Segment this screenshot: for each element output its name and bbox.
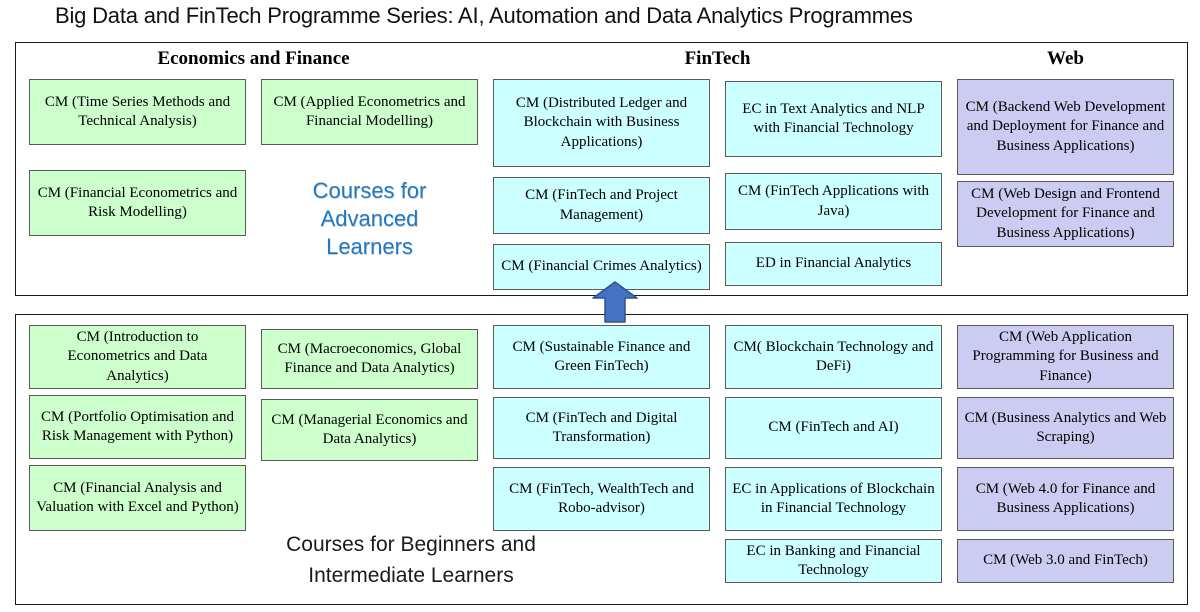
course-box: CM (FinTech Applications with Java): [725, 173, 942, 230]
course-box: ED in Financial Analytics: [725, 242, 942, 286]
advanced-web-column: [957, 79, 1174, 290]
course-box: EC in Text Analytics and NLP with Financial Technology: [725, 81, 942, 157]
course-box: CM (Distributed Ledger and Blockchain with Business Applications): [493, 79, 710, 167]
course-box: CM (Web 4.0 for Finance and Business Applications): [957, 467, 1174, 531]
beginner-learners-label: Courses for Beginners and Intermediate Learners: [286, 533, 536, 587]
course-box: CM (Time Series Methods and Technical Analysis): [29, 79, 246, 145]
advanced-learners-label: Courses for Advanced Learners: [312, 178, 427, 259]
column-header-fintech: FinTech: [684, 48, 751, 69]
course-box: CM( Blockchain Technology and DeFi): [725, 325, 942, 389]
course-box: CM (Business Analytics and Web Scraping): [957, 397, 1174, 459]
course-box: CM (Applied Econometrics and Financial Modelling): [261, 79, 478, 145]
course-box: CM (Financial Econometrics and Risk Modelling): [29, 170, 246, 236]
up-arrow-icon: [592, 281, 638, 323]
course-box: CM (Sustainable Finance and Green FinTech): [493, 325, 710, 389]
course-box: CM (FinTech and AI): [725, 397, 942, 459]
column-header-economics-finance: Economics and Finance: [157, 48, 350, 69]
course-box: EC in Applications of Blockchain in Financial Technology: [725, 467, 942, 531]
course-box: CM (Macroeconomics, Global Finance and Data Analytics): [261, 329, 478, 389]
course-box: CM (FinTech and Digital Transformation): [493, 397, 710, 459]
column-header-web: Web: [1047, 48, 1084, 69]
course-box: CM (Web Application Programming for Business and Finance): [957, 325, 1174, 389]
course-box: CM (Backend Web Development and Deployment for Finance and Business Applications): [957, 79, 1174, 175]
beginner-fintech-column-2: [725, 325, 942, 583]
page-title: Big Data and FinTech Programme Series: AI, Automation and Data Analytics Programmes: [55, 3, 913, 28]
advanced-econ-column-1: [29, 79, 246, 290]
beginner-learners-section: [15, 314, 1188, 605]
column-headers: [16, 43, 1187, 79]
course-box: CM (Portfolio Optimisation and Risk Management with Python): [29, 395, 246, 459]
course-box: CM (FinTech and Project Management): [493, 177, 710, 234]
course-box: EC in Banking and Financial Technology: [725, 539, 942, 583]
course-box: CM (Web 3.0 and FinTech): [957, 539, 1174, 583]
advanced-fintech-column-1: [493, 79, 710, 290]
course-box: CM (FinTech, WealthTech and Robo-advisor): [493, 467, 710, 531]
advanced-fintech-column-2: [725, 79, 942, 290]
course-box: CM (Introduction to Econometrics and Data Analytics): [29, 325, 246, 389]
advanced-learners-section: [15, 42, 1188, 296]
beginner-web-column: [957, 325, 1174, 583]
advanced-econ-column-2: [261, 79, 478, 290]
course-box: CM (Managerial Economics and Data Analytics): [261, 399, 478, 461]
beginner-econ-column-1: [29, 325, 246, 583]
course-box: CM (Financial Crimes Analytics): [493, 244, 710, 290]
course-box: CM (Web Design and Frontend Development for Finance and Business Applications): [957, 181, 1174, 247]
course-box: CM (Financial Analysis and Valuation with Excel and Python): [29, 465, 246, 531]
